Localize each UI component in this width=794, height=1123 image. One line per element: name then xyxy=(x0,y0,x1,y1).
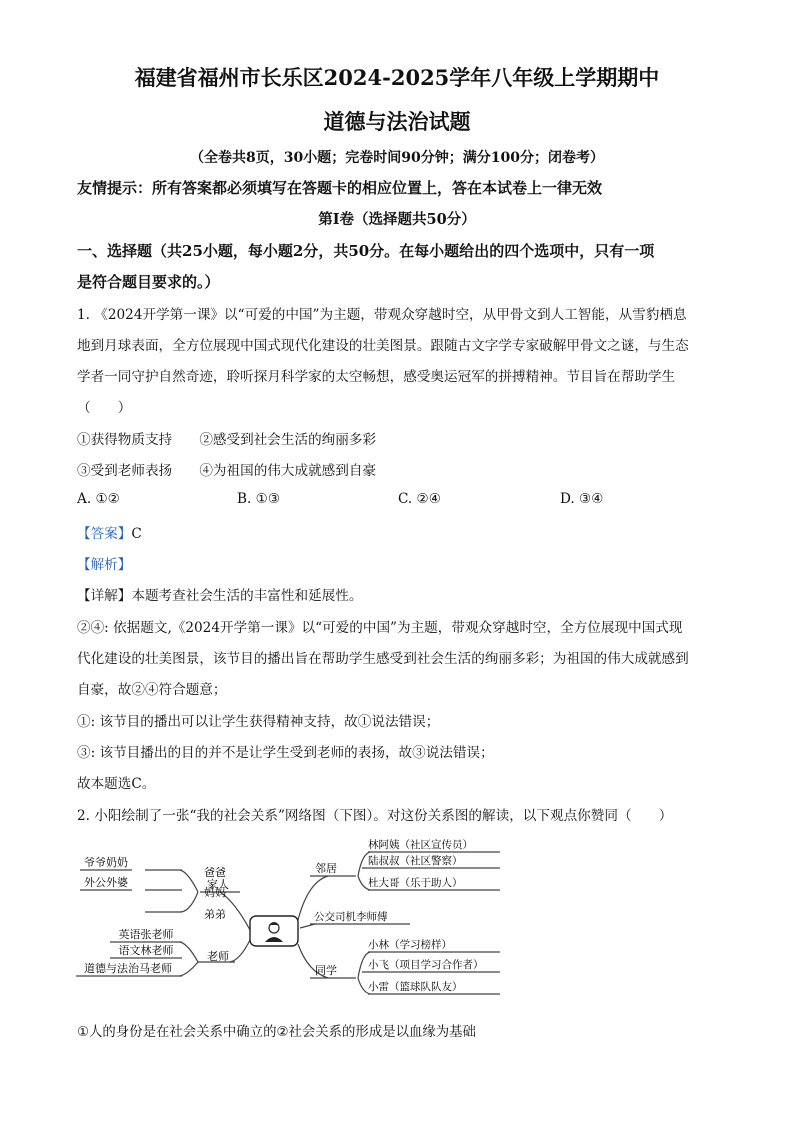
teacher-english: 英语张老师 xyxy=(118,929,174,941)
branch-line xyxy=(230,940,250,962)
family-grandparents-paternal: 爷爷奶奶 xyxy=(84,857,128,869)
family-member-dad: 爸爸 xyxy=(204,867,226,879)
bus-driver: 公交司机李师傅 xyxy=(314,911,388,923)
neighbor-du: 杜大哥（乐于助人） xyxy=(368,877,463,889)
branch-line xyxy=(180,892,198,912)
q1-option-d: D. ③④ xyxy=(560,491,604,507)
teacher-morality-law: 道德与法治马老师 xyxy=(84,963,172,975)
q1-explain-line: 自豪，故②④符合题意； xyxy=(77,682,227,698)
q1-detail xyxy=(77,584,362,604)
family-grandparents-maternal: 外公外婆 xyxy=(84,877,128,889)
teacher-chinese: 语文林老师 xyxy=(118,945,174,957)
neighbors-branch-label: 邻居 xyxy=(315,863,337,875)
detail-text: 本题考查社会生活的丰富性和延展性。 xyxy=(131,588,363,604)
family-branch-label: 家人 xyxy=(207,879,229,891)
answer-value: C xyxy=(131,526,142,542)
family-member-brother: 弟弟 xyxy=(204,909,226,921)
section-heading: 一、选择题（共25小题，每小题2分，共50分。在每小题给出的四个选项中，只有一项 xyxy=(77,242,655,260)
answer-label: 【答案】 xyxy=(77,526,132,542)
q1-option-c: C. ②④ xyxy=(398,491,441,507)
q2-statements: ①人的身份是在社会关系中确立的②社会关系的形成是以血缘为基础 xyxy=(77,1024,476,1039)
q1-answer xyxy=(77,522,142,542)
q1-explain-line: 代化建设的壮美图景，该节目的播出旨在帮助学生感受到社会生活的绚丽多彩；为祖国的伟大成就感到 xyxy=(77,651,689,667)
q1-option-b: B. ①③ xyxy=(237,491,281,507)
q1-analysis xyxy=(77,553,131,573)
friendly-tip: 友情提示：所有答案都必须填写在答题卡的相应位置上，答在本试卷上一律无效 xyxy=(77,179,603,197)
social-relations-mindmap xyxy=(70,832,510,1007)
classmate-xiaofei: 小飞（项目学习合作者） xyxy=(368,959,484,971)
classmates-branch-label: 同学 xyxy=(315,965,337,977)
q1-stem-line: 学者一同守护自然奇迹，聆听探月科学家的太空畅想，感受奥运冠军的拼搏精神。节目旨在帮助学生 xyxy=(77,369,676,385)
q1-option-a: A. ①② xyxy=(77,491,120,507)
exam-subject-title: 道德与法治试题 xyxy=(323,109,471,134)
branch-line xyxy=(180,962,198,976)
q2-stem: 2. 小阳绘制了一张“我的社会关系”网络图（下图）。对这份关系图的解读，以下观点你赞同（ ） xyxy=(77,808,673,824)
q1-explain-line: ①: 该节目的播出可以让学生获得精神支持，故①说法错误； xyxy=(77,714,440,730)
section-heading-cont: 是符合题目要求的。） xyxy=(77,273,220,291)
volume-heading: 第Ⅰ卷（选择题共50分） xyxy=(318,211,476,228)
branch-line xyxy=(180,870,198,892)
q1-explain-line: ②④: 依据题文,《2024开学第一课》以“可爱的中国”为主题，带观众穿越时空，全方位展现中国式现 xyxy=(77,620,683,636)
neighbor-lu: 陆叔叔（社区警察） xyxy=(368,855,463,867)
analysis-label: 【解析】 xyxy=(77,557,132,573)
branch-line xyxy=(180,942,198,962)
q1-statement: ①获得物质支持 ②感受到社会生活的绚丽多彩 xyxy=(77,432,377,448)
q1-explain-line: 故本题选C。 xyxy=(77,776,156,792)
q1-stem-line: （ ） xyxy=(77,400,132,416)
teachers-branch-label: 老师 xyxy=(207,951,229,963)
detail-label: 【详解】 xyxy=(77,588,132,604)
exam-title: 福建省福州市长乐区2024-2025学年八年级上学期期中 xyxy=(134,65,660,90)
q1-stem-line: 地到月球表面，全方位展现中国式现代化建设的壮美图景。跟随古文字学专家破解甲骨文之谜，与生态 xyxy=(77,338,689,354)
neighbor-lin: 林阿姨（社区宣传员） xyxy=(368,839,473,851)
classmate-xiaolin: 小林（学习榜样） xyxy=(368,939,452,951)
q1-stem-line: 1. 《2024开学第一课》以“可爱的中国”为主题，带观众穿越时空，从甲骨文到人工智能，从雪豹栖息 xyxy=(77,307,687,323)
q1-statement: ③受到老师表扬 ④为祖国的伟大成就感到自豪 xyxy=(77,463,377,479)
exam-info: （全卷共8页，30小题；完卷时间90分钟；满分100分；闭卷考） xyxy=(190,150,604,166)
q1-explain-line: ③: 该节目播出的目的并不是让学生受到老师的表扬，故③说法错误； xyxy=(77,745,494,761)
family-member-mom: 妈妈 xyxy=(204,887,226,899)
classmate-xiaolei: 小雷（篮球队队友） xyxy=(368,981,463,993)
